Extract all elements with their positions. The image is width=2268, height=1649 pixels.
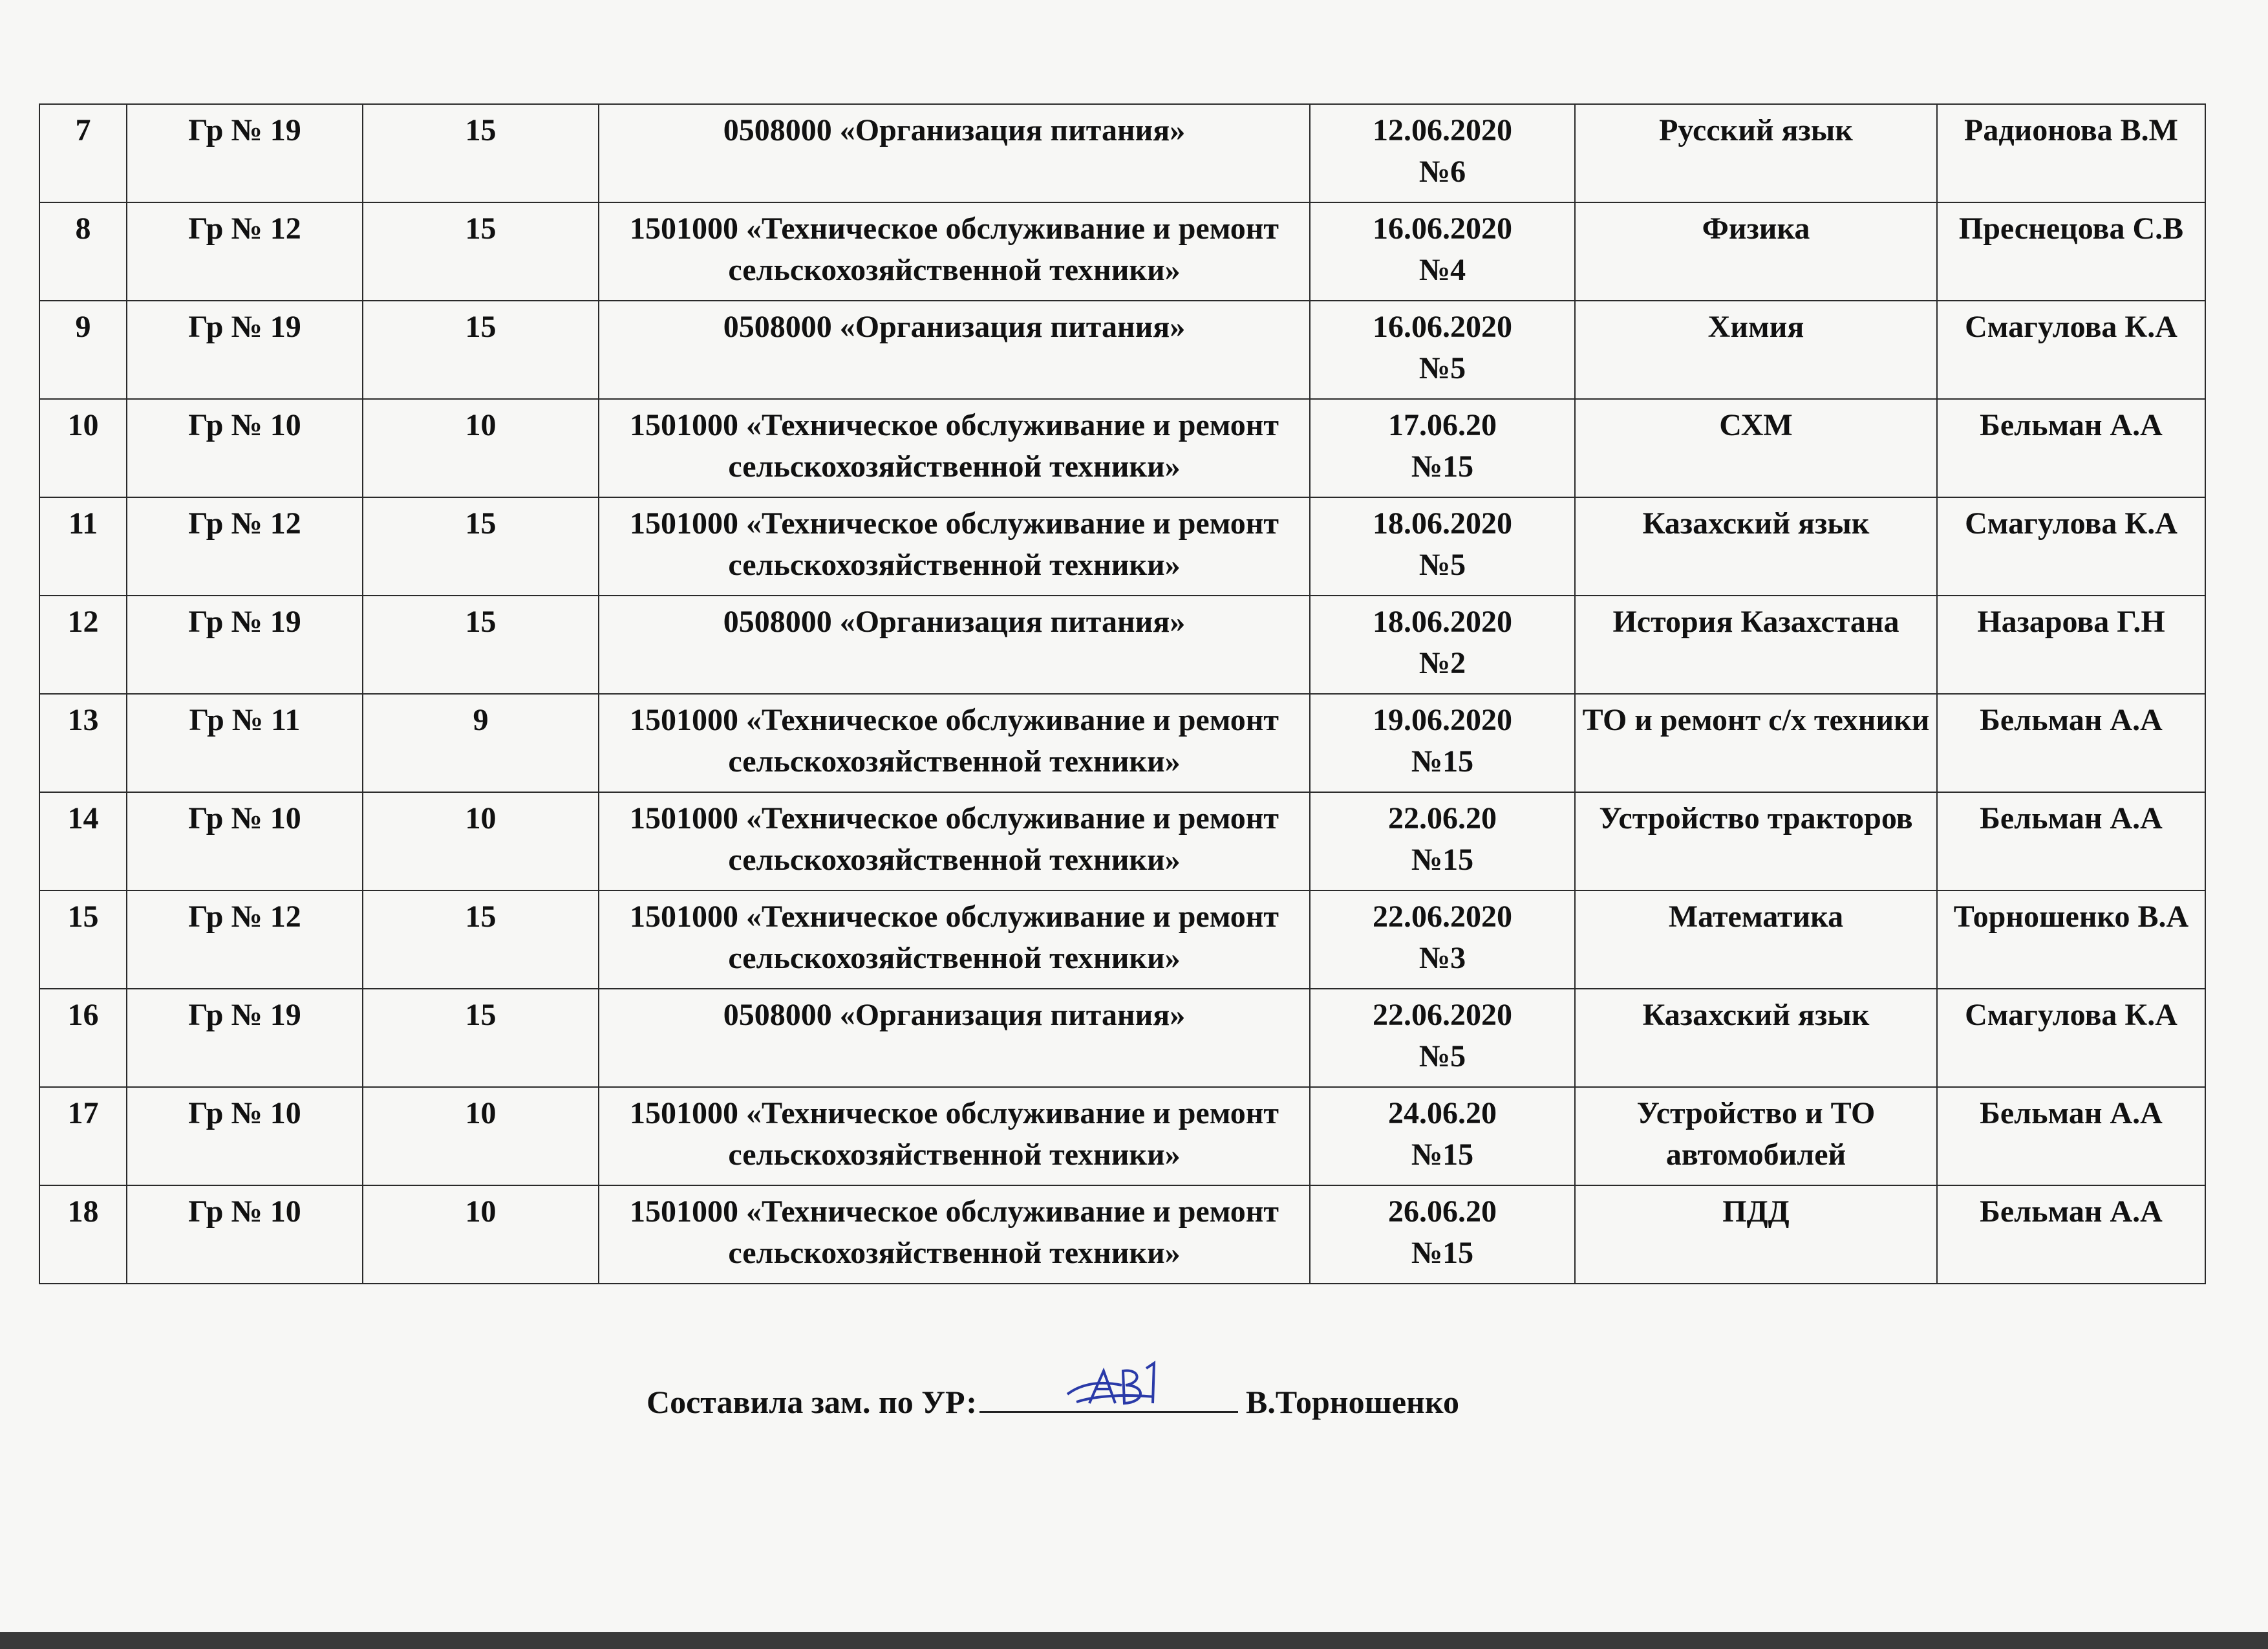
signature-icon <box>1064 1357 1173 1415</box>
room-text: №15 <box>1411 843 1474 877</box>
scan-edge <box>0 1632 2268 1649</box>
teacher-cell: Бельман А.А <box>1937 1185 2205 1284</box>
date-room-cell <box>1310 792 1575 890</box>
table-row <box>39 596 2205 694</box>
room-text: №4 <box>1418 253 1466 287</box>
specialty-cell: 1501000 «Техническое обслуживание и ремонт сельскохозяйственной техники» <box>599 1087 1310 1185</box>
date-text: 16.06.2020 <box>1373 310 1512 344</box>
date-room-cell <box>1310 301 1575 399</box>
group-cell: Гр № 19 <box>127 989 363 1087</box>
group-cell: Гр № 10 <box>127 1087 363 1185</box>
date-text: 22.06.20 <box>1388 801 1497 835</box>
group-cell: Гр № 12 <box>127 497 363 596</box>
date-room-cell <box>1310 497 1575 596</box>
footer-label: Составила зам. по УР: <box>647 1384 978 1420</box>
date-text: 17.06.20 <box>1388 408 1497 442</box>
subject-cell: Математика <box>1575 890 1937 989</box>
group-cell: Гр № 19 <box>127 596 363 694</box>
row-number: 7 <box>39 104 127 202</box>
student-count-cell: 15 <box>363 890 599 989</box>
row-number: 14 <box>39 792 127 890</box>
date-text: 18.06.2020 <box>1373 605 1512 639</box>
date-room-cell <box>1310 1087 1575 1185</box>
row-number: 17 <box>39 1087 127 1185</box>
room-text: №15 <box>1411 449 1474 484</box>
specialty-cell: 1501000 «Техническое обслуживание и ремонт сельскохозяйственной техники» <box>599 890 1310 989</box>
date-room-cell <box>1310 890 1575 989</box>
table-row <box>39 399 2205 497</box>
date-text: 18.06.2020 <box>1373 506 1512 541</box>
student-count-cell: 9 <box>363 694 599 792</box>
table-row <box>39 989 2205 1087</box>
specialty-cell: 1501000 «Техническое обслуживание и ремонт сельскохозяйственной техники» <box>599 202 1310 301</box>
schedule-table <box>39 103 2206 1284</box>
specialty-cell: 0508000 «Организация питания» <box>599 989 1310 1087</box>
room-text: №6 <box>1418 155 1466 189</box>
room-text: №15 <box>1411 1236 1474 1270</box>
teacher-cell: Бельман А.А <box>1937 792 2205 890</box>
student-count-cell: 15 <box>363 497 599 596</box>
date-text: 26.06.20 <box>1388 1194 1497 1229</box>
teacher-cell: Преснецова С.В <box>1937 202 2205 301</box>
signature-line <box>979 1376 1238 1413</box>
specialty-cell: 0508000 «Организация питания» <box>599 301 1310 399</box>
table-row <box>39 301 2205 399</box>
table-row <box>39 104 2205 202</box>
footer-name: В.Торношенко <box>1246 1384 1459 1420</box>
table-row <box>39 1087 2205 1185</box>
room-text: №3 <box>1418 941 1466 975</box>
row-number: 15 <box>39 890 127 989</box>
group-cell: Гр № 10 <box>127 792 363 890</box>
date-text: 22.06.2020 <box>1373 998 1512 1032</box>
teacher-cell: Бельман А.А <box>1937 1087 2205 1185</box>
group-cell: Гр № 12 <box>127 202 363 301</box>
subject-cell: Казахский язык <box>1575 989 1937 1087</box>
specialty-cell: 1501000 «Техническое обслуживание и ремонт сельскохозяйственной техники» <box>599 1185 1310 1284</box>
schedule-rows <box>39 104 2205 1284</box>
student-count-cell: 15 <box>363 301 599 399</box>
student-count-cell: 15 <box>363 596 599 694</box>
specialty-cell: 0508000 «Организация питания» <box>599 104 1310 202</box>
student-count-cell: 10 <box>363 1087 599 1185</box>
date-room-cell <box>1310 104 1575 202</box>
teacher-cell: Смагулова К.А <box>1937 301 2205 399</box>
subject-cell: Устройство и ТО автомобилей <box>1575 1087 1937 1185</box>
date-room-cell <box>1310 202 1575 301</box>
room-text: №2 <box>1418 646 1466 680</box>
room-text: №15 <box>1411 1137 1474 1172</box>
teacher-cell: Смагулова К.А <box>1937 497 2205 596</box>
subject-cell: История Казахстана <box>1575 596 1937 694</box>
student-count-cell: 10 <box>363 1185 599 1284</box>
subject-cell: ТО и ремонт с/х техники <box>1575 694 1937 792</box>
specialty-cell: 1501000 «Техническое обслуживание и ремонт сельскохозяйственной техники» <box>599 399 1310 497</box>
subject-cell: Физика <box>1575 202 1937 301</box>
row-number: 18 <box>39 1185 127 1284</box>
table-row <box>39 694 2205 792</box>
row-number: 16 <box>39 989 127 1087</box>
subject-cell: Казахский язык <box>1575 497 1937 596</box>
subject-cell: Устройство тракторов <box>1575 792 1937 890</box>
subject-cell: ПДД <box>1575 1185 1937 1284</box>
table-row <box>39 890 2205 989</box>
subject-cell: СХМ <box>1575 399 1937 497</box>
specialty-cell: 1501000 «Техническое обслуживание и ремонт сельскохозяйственной техники» <box>599 497 1310 596</box>
date-text: 16.06.2020 <box>1373 211 1512 246</box>
student-count-cell: 10 <box>363 399 599 497</box>
specialty-cell: 1501000 «Техническое обслуживание и ремонт сельскохозяйственной техники» <box>599 792 1310 890</box>
date-room-cell <box>1310 694 1575 792</box>
date-room-cell <box>1310 989 1575 1087</box>
date-text: 24.06.20 <box>1388 1096 1497 1130</box>
date-room-cell <box>1310 1185 1575 1284</box>
specialty-cell: 0508000 «Организация питания» <box>599 596 1310 694</box>
teacher-cell: Назарова Г.Н <box>1937 596 2205 694</box>
group-cell: Гр № 19 <box>127 301 363 399</box>
row-number: 12 <box>39 596 127 694</box>
footer-compiled-by <box>647 1376 1459 1421</box>
group-cell: Гр № 12 <box>127 890 363 989</box>
group-cell: Гр № 19 <box>127 104 363 202</box>
group-cell: Гр № 10 <box>127 1185 363 1284</box>
student-count-cell: 15 <box>363 989 599 1087</box>
row-number: 10 <box>39 399 127 497</box>
row-number: 11 <box>39 497 127 596</box>
date-text: 19.06.2020 <box>1373 703 1512 737</box>
table-row <box>39 497 2205 596</box>
teacher-cell: Торношенко В.А <box>1937 890 2205 989</box>
date-text: 22.06.2020 <box>1373 900 1512 934</box>
date-room-cell <box>1310 399 1575 497</box>
room-text: №5 <box>1418 351 1466 385</box>
row-number: 13 <box>39 694 127 792</box>
room-text: №5 <box>1418 1039 1466 1073</box>
table-row <box>39 202 2205 301</box>
group-cell: Гр № 11 <box>127 694 363 792</box>
teacher-cell: Бельман А.А <box>1937 399 2205 497</box>
teacher-cell: Смагулова К.А <box>1937 989 2205 1087</box>
group-cell: Гр № 10 <box>127 399 363 497</box>
subject-cell: Русский язык <box>1575 104 1937 202</box>
date-room-cell <box>1310 596 1575 694</box>
room-text: №15 <box>1411 744 1474 779</box>
table-row <box>39 1185 2205 1284</box>
row-number: 9 <box>39 301 127 399</box>
student-count-cell: 10 <box>363 792 599 890</box>
teacher-cell: Бельман А.А <box>1937 694 2205 792</box>
date-text: 12.06.2020 <box>1373 113 1512 147</box>
teacher-cell: Радионова В.М <box>1937 104 2205 202</box>
student-count-cell: 15 <box>363 202 599 301</box>
table-row <box>39 792 2205 890</box>
row-number: 8 <box>39 202 127 301</box>
room-text: №5 <box>1418 548 1466 582</box>
student-count-cell: 15 <box>363 104 599 202</box>
specialty-cell: 1501000 «Техническое обслуживание и ремонт сельскохозяйственной техники» <box>599 694 1310 792</box>
subject-cell: Химия <box>1575 301 1937 399</box>
